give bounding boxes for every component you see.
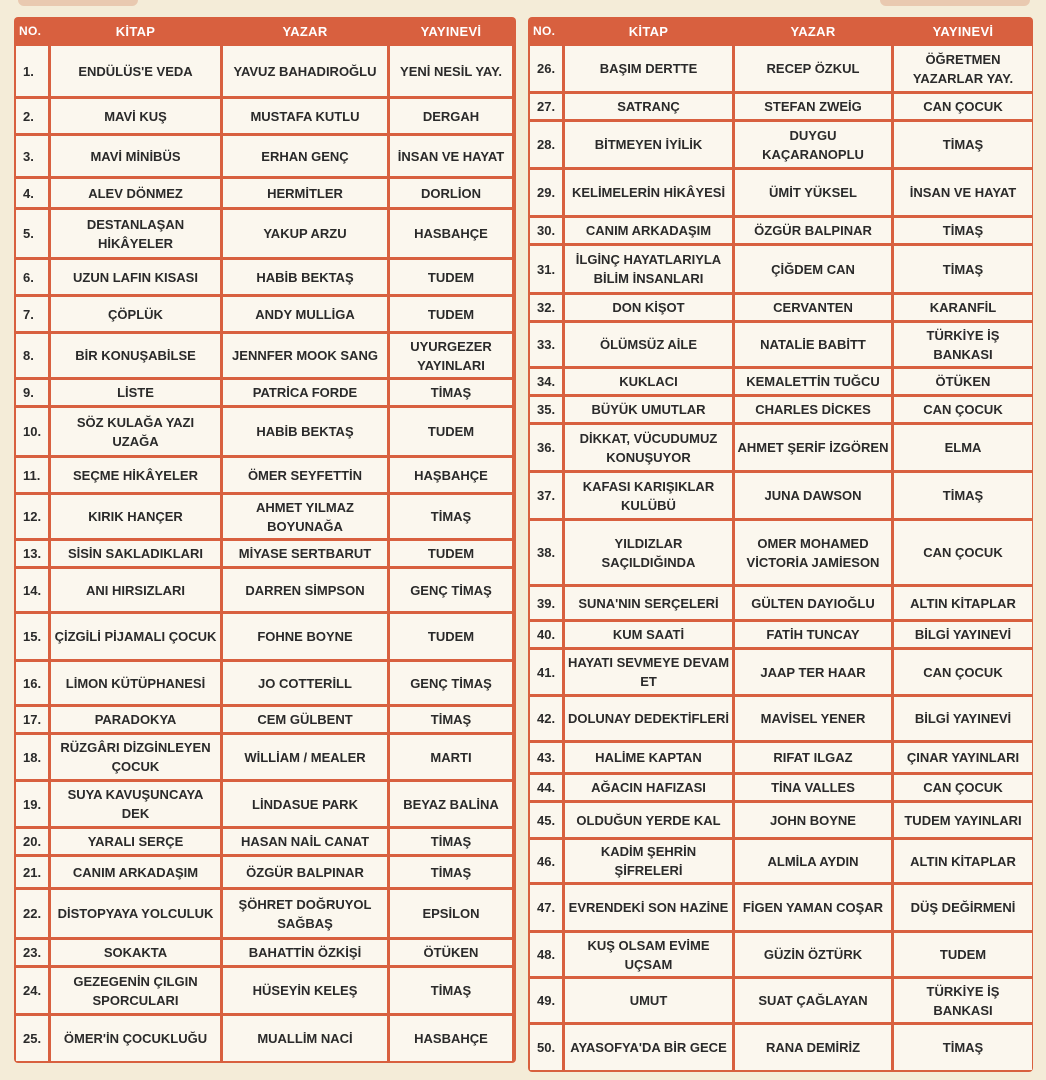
cell-yayinevi: TUDEM xyxy=(390,614,512,659)
cell-no: 40. xyxy=(530,622,562,647)
cell-kitap: SUYA KAVUŞUNCAYA DEK xyxy=(51,782,220,826)
cell-kitap: DOLUNAY DEDEKTİFLERİ xyxy=(565,697,732,740)
cell-kitap: UZUN LAFIN KISASI xyxy=(51,260,220,294)
cell-no: 48. xyxy=(530,933,562,976)
cell-yayinevi: UYURGEZER YAYINLARI xyxy=(390,334,512,377)
cell-no: 7. xyxy=(16,297,48,331)
cell-yazar: AHMET YILMAZ BOYUNAĞA xyxy=(223,495,387,538)
cell-no: 28. xyxy=(530,122,562,167)
cell-yazar: RIFAT ILGAZ xyxy=(735,743,891,772)
cell-kitap: SİSİN SAKLADIKLARI xyxy=(51,541,220,566)
cell-no: 39. xyxy=(530,587,562,619)
cell-yazar: HÜSEYİN KELEŞ xyxy=(223,968,387,1013)
cell-yazar: FOHNE BOYNE xyxy=(223,614,387,659)
cell-yayinevi: ÖĞRETMEN YAZARLAR YAY. xyxy=(894,46,1032,91)
cell-yayinevi: DÜŞ DEĞİRMENİ xyxy=(894,885,1032,930)
cell-no: 37. xyxy=(530,473,562,518)
cell-kitap: ÇİZGİLİ PİJAMALI ÇOCUK xyxy=(51,614,220,659)
cell-yazar: GÜZİN ÖZTÜRK xyxy=(735,933,891,976)
cell-kitap: KUKLACI xyxy=(565,369,732,394)
cell-kitap: GEZEGENİN ÇILGIN SPORCULARI xyxy=(51,968,220,1013)
cell-kitap: LİSTE xyxy=(51,380,220,405)
cell-yayinevi: BİLGİ YAYINEVİ xyxy=(894,622,1032,647)
cell-yayinevi: TİMAŞ xyxy=(390,707,512,732)
cell-no: 23. xyxy=(16,940,48,965)
cell-kitap: SUNA'NIN SERÇELERİ xyxy=(565,587,732,619)
cell-yazar: ÖZGÜR BALPINAR xyxy=(735,218,891,243)
cell-yayinevi: TİMAŞ xyxy=(390,968,512,1013)
cell-yazar: OMER MOHAMED VİCTORİA JAMİESON xyxy=(735,521,891,584)
cell-no: 17. xyxy=(16,707,48,732)
cell-yazar: CHARLES DİCKES xyxy=(735,397,891,422)
cell-yazar: FATİH TUNCAY xyxy=(735,622,891,647)
cell-yayinevi: HASBAHÇE xyxy=(390,1016,512,1061)
book-grid-right xyxy=(530,19,1031,1070)
book-grid-left xyxy=(16,19,514,1061)
cell-kitap: KADİM ŞEHRİN ŞİFRELERİ xyxy=(565,840,732,882)
cell-yayinevi: TÜRKİYE İŞ BANKASI xyxy=(894,323,1032,366)
cell-yazar: MAVİSEL YENER xyxy=(735,697,891,740)
cell-yayinevi: MARTI xyxy=(390,735,512,779)
cell-no: 21. xyxy=(16,857,48,887)
cell-kitap: KUM SAATİ xyxy=(565,622,732,647)
cell-yayinevi: CAN ÇOCUK xyxy=(894,650,1032,694)
cell-yayinevi: CAN ÇOCUK xyxy=(894,397,1032,422)
cell-no: 12. xyxy=(16,495,48,538)
cell-kitap: HALİME KAPTAN xyxy=(565,743,732,772)
cell-yazar: NATALİE BABİTT xyxy=(735,323,891,366)
cell-no: 25. xyxy=(16,1016,48,1061)
cell-kitap: ENDÜLÜS'E VEDA xyxy=(51,46,220,96)
cell-kitap: KIRIK HANÇER xyxy=(51,495,220,538)
cell-no: 32. xyxy=(530,295,562,320)
cell-kitap: DON KİŞOT xyxy=(565,295,732,320)
cell-no: 46. xyxy=(530,840,562,882)
cell-no: 13. xyxy=(16,541,48,566)
cell-yayinevi: CAN ÇOCUK xyxy=(894,94,1032,119)
cell-no: 2. xyxy=(16,99,48,133)
cell-kitap: BİTMEYEN İYİLİK xyxy=(565,122,732,167)
cell-no: 6. xyxy=(16,260,48,294)
cell-yayinevi: GENÇ TİMAŞ xyxy=(390,569,512,611)
cell-no: 3. xyxy=(16,136,48,176)
cell-no: 1. xyxy=(16,46,48,96)
cell-yayinevi: ÖTÜKEN xyxy=(390,940,512,965)
cell-no: 35. xyxy=(530,397,562,422)
cell-kitap: KUŞ OLSAM EVİME UÇSAM xyxy=(565,933,732,976)
header-no: NO. xyxy=(533,24,556,38)
cell-yayinevi: TİMAŞ xyxy=(390,829,512,854)
cell-kitap: OLDUĞUN YERDE KAL xyxy=(565,803,732,837)
cell-kitap: SATRANÇ xyxy=(565,94,732,119)
header-no: NO. xyxy=(19,24,42,38)
cell-kitap: ALEV DÖNMEZ xyxy=(51,179,220,207)
cell-yayinevi: ELMA xyxy=(894,425,1032,470)
top-decoration-right xyxy=(880,0,1030,6)
cell-yazar: FİGEN YAMAN COŞAR xyxy=(735,885,891,930)
cell-yayinevi: KARANFİL xyxy=(894,295,1032,320)
cell-kitap: DİKKAT, VÜCUDUMUZ KONUŞUYOR xyxy=(565,425,732,470)
cell-no: 33. xyxy=(530,323,562,366)
cell-yazar: MUSTAFA KUTLU xyxy=(223,99,387,133)
cell-kitap: ÖLÜMSÜZ AİLE xyxy=(565,323,732,366)
cell-yayinevi: TUDEM xyxy=(390,260,512,294)
cell-yayinevi: CAN ÇOCUK xyxy=(894,521,1032,584)
cell-no: 42. xyxy=(530,697,562,740)
cell-yazar: CEM GÜLBENT xyxy=(223,707,387,732)
cell-yazar: WİLLİAM / MEALER xyxy=(223,735,387,779)
cell-yayinevi: TİMAŞ xyxy=(390,857,512,887)
cell-no: 15. xyxy=(16,614,48,659)
cell-kitap: CANIM ARKADAŞIM xyxy=(51,857,220,887)
cell-no: 34. xyxy=(530,369,562,394)
cell-yazar: ERHAN GENÇ xyxy=(223,136,387,176)
cell-yayinevi: TÜRKİYE İŞ BANKASI xyxy=(894,979,1032,1022)
cell-yazar: HABİB BEKTAŞ xyxy=(223,408,387,455)
cell-kitap: LİMON KÜTÜPHANESİ xyxy=(51,662,220,704)
cell-yazar: ÜMİT YÜKSEL xyxy=(735,170,891,215)
cell-no: 31. xyxy=(530,246,562,292)
cell-yayinevi: TİMAŞ xyxy=(894,246,1032,292)
cell-yayinevi: İNSAN VE HAYAT xyxy=(390,136,512,176)
cell-no: 50. xyxy=(530,1025,562,1070)
cell-yazar: TİNA VALLES xyxy=(735,775,891,800)
header-yazar: YAZAR xyxy=(790,23,836,39)
cell-kitap: MAVİ MİNİBÜS xyxy=(51,136,220,176)
cell-yayinevi: TİMAŞ xyxy=(390,380,512,405)
cell-kitap: SÖZ KULAĞA YAZI UZAĞA xyxy=(51,408,220,455)
header-yayinevi: YAYINEVİ xyxy=(420,23,482,39)
cell-kitap: PARADOKYA xyxy=(51,707,220,732)
cell-yayinevi: ALTIN KİTAPLAR xyxy=(894,840,1032,882)
cell-no: 49. xyxy=(530,979,562,1022)
cell-yayinevi: TİMAŞ xyxy=(894,473,1032,518)
cell-no: 36. xyxy=(530,425,562,470)
cell-yayinevi: CAN ÇOCUK xyxy=(894,775,1032,800)
cell-yazar: ŞÖHRET DOĞRUYOL SAĞBAŞ xyxy=(223,890,387,937)
cell-kitap: SOKAKTA xyxy=(51,940,220,965)
cell-yayinevi: BİLGİ YAYINEVİ xyxy=(894,697,1032,740)
header-yayinevi: YAYINEVİ xyxy=(932,23,994,39)
header-kitap: KİTAP xyxy=(115,23,156,39)
cell-no: 11. xyxy=(16,458,48,492)
cell-yayinevi: BEYAZ BALİNA xyxy=(390,782,512,826)
cell-no: 38. xyxy=(530,521,562,584)
cell-no: 10. xyxy=(16,408,48,455)
cell-kitap: BAŞIM DERTTE xyxy=(565,46,732,91)
cell-no: 22. xyxy=(16,890,48,937)
cell-yayinevi: HAŞBAHÇE xyxy=(390,458,512,492)
cell-kitap: RÜZGÂRI DİZGİNLEYEN ÇOCUK xyxy=(51,735,220,779)
cell-yazar: HERMİTLER xyxy=(223,179,387,207)
cell-yayinevi: TİMAŞ xyxy=(894,218,1032,243)
cell-yazar: ÇİĞDEM CAN xyxy=(735,246,891,292)
header-yazar: YAZAR xyxy=(282,23,328,39)
cell-no: 20. xyxy=(16,829,48,854)
cell-yazar: SUAT ÇAĞLAYAN xyxy=(735,979,891,1022)
cell-yayinevi: TİMAŞ xyxy=(894,122,1032,167)
cell-no: 4. xyxy=(16,179,48,207)
cell-kitap: EVRENDEKİ SON HAZİNE xyxy=(565,885,732,930)
cell-yazar: CERVANTEN xyxy=(735,295,891,320)
header-kitap: KİTAP xyxy=(628,23,669,39)
cell-yazar: HABİB BEKTAŞ xyxy=(223,260,387,294)
cell-yayinevi: EPSİLON xyxy=(390,890,512,937)
cell-yazar: JOHN BOYNE xyxy=(735,803,891,837)
cell-kitap: CANIM ARKADAŞIM xyxy=(565,218,732,243)
cell-kitap: İLGİNÇ HAYATLARIYLA BİLİM İNSANLARI xyxy=(565,246,732,292)
cell-no: 30. xyxy=(530,218,562,243)
book-table-right xyxy=(528,17,1033,1072)
cell-yayinevi: TUDEM YAYINLARI xyxy=(894,803,1032,837)
cell-yazar: DARREN SİMPSON xyxy=(223,569,387,611)
cell-no: 8. xyxy=(16,334,48,377)
cell-yazar: ÖZGÜR BALPINAR xyxy=(223,857,387,887)
cell-yayinevi: TUDEM xyxy=(390,297,512,331)
cell-yazar: MİYASE SERTBARUT xyxy=(223,541,387,566)
cell-kitap: ANI HIRSIZLARI xyxy=(51,569,220,611)
cell-kitap: YARALI SERÇE xyxy=(51,829,220,854)
cell-yazar: ALMİLA AYDIN xyxy=(735,840,891,882)
cell-yayinevi: TUDEM xyxy=(894,933,1032,976)
cell-kitap: YILDIZLAR SAÇILDIĞINDA xyxy=(565,521,732,584)
cell-yazar: YAVUZ BAHADIROĞLU xyxy=(223,46,387,96)
cell-kitap: KELİMELERİN HİKÂYESİ xyxy=(565,170,732,215)
cell-yazar: YAKUP ARZU xyxy=(223,210,387,257)
cell-kitap: DESTANLAŞAN HİKÂYELER xyxy=(51,210,220,257)
cell-yazar: AHMET ŞERİF İZGÖREN xyxy=(735,425,891,470)
cell-yayinevi: TİMAŞ xyxy=(390,495,512,538)
cell-no: 47. xyxy=(530,885,562,930)
cell-no: 24. xyxy=(16,968,48,1013)
cell-kitap: KAFASI KARIŞIKLAR KULÜBÜ xyxy=(565,473,732,518)
cell-no: 19. xyxy=(16,782,48,826)
cell-yazar: JO COTTERİLL xyxy=(223,662,387,704)
cell-kitap: AĞACIN HAFIZASI xyxy=(565,775,732,800)
cell-no: 5. xyxy=(16,210,48,257)
cell-yazar: PATRİCA FORDE xyxy=(223,380,387,405)
cell-yazar: STEFAN ZWEİG xyxy=(735,94,891,119)
cell-yayinevi: ÇINAR YAYINLARI xyxy=(894,743,1032,772)
cell-yazar: GÜLTEN DAYIOĞLU xyxy=(735,587,891,619)
cell-kitap: AYASOFYA'DA BİR GECE xyxy=(565,1025,732,1070)
cell-no: 43. xyxy=(530,743,562,772)
cell-yayinevi: ÖTÜKEN xyxy=(894,369,1032,394)
cell-kitap: BİR KONUŞABİLSE xyxy=(51,334,220,377)
cell-kitap: DİSTOPYAYA YOLCULUK xyxy=(51,890,220,937)
cell-yazar: MUALLİM NACİ xyxy=(223,1016,387,1061)
cell-yazar: DUYGU KAÇARANOPLU xyxy=(735,122,891,167)
cell-yazar: JUNA DAWSON xyxy=(735,473,891,518)
cell-yayinevi: HASBAHÇE xyxy=(390,210,512,257)
cell-yayinevi: GENÇ TİMAŞ xyxy=(390,662,512,704)
cell-no: 16. xyxy=(16,662,48,704)
top-decoration-left xyxy=(18,0,138,6)
cell-kitap: SEÇME HİKÂYELER xyxy=(51,458,220,492)
cell-yazar: LİNDASUE PARK xyxy=(223,782,387,826)
cell-no: 44. xyxy=(530,775,562,800)
cell-yayinevi: YENİ NESİL YAY. xyxy=(390,46,512,96)
cell-yazar: RANA DEMİRİZ xyxy=(735,1025,891,1070)
cell-no: 41. xyxy=(530,650,562,694)
cell-yazar: BAHATTİN ÖZKİŞİ xyxy=(223,940,387,965)
cell-no: 45. xyxy=(530,803,562,837)
cell-yayinevi: TUDEM xyxy=(390,408,512,455)
cell-no: 14. xyxy=(16,569,48,611)
cell-no: 26. xyxy=(530,46,562,91)
cell-yazar: ÖMER SEYFETTİN xyxy=(223,458,387,492)
cell-kitap: BÜYÜK UMUTLAR xyxy=(565,397,732,422)
cell-no: 29. xyxy=(530,170,562,215)
cell-kitap: HAYATI SEVMEYE DEVAM ET xyxy=(565,650,732,694)
cell-no: 27. xyxy=(530,94,562,119)
cell-no: 18. xyxy=(16,735,48,779)
cell-yazar: KEMALETTİN TUĞCU xyxy=(735,369,891,394)
book-table-left xyxy=(14,17,516,1063)
cell-yayinevi: DERGAH xyxy=(390,99,512,133)
cell-yayinevi: İNSAN VE HAYAT xyxy=(894,170,1032,215)
cell-yazar: JAAP TER HAAR xyxy=(735,650,891,694)
cell-yazar: JENNFER MOOK SANG xyxy=(223,334,387,377)
cell-kitap: UMUT xyxy=(565,979,732,1022)
cell-kitap: MAVİ KUŞ xyxy=(51,99,220,133)
cell-kitap: ÇÖPLÜK xyxy=(51,297,220,331)
cell-yazar: ANDY MULLİGA xyxy=(223,297,387,331)
cell-yazar: RECEP ÖZKUL xyxy=(735,46,891,91)
cell-no: 9. xyxy=(16,380,48,405)
cell-kitap: ÖMER'İN ÇOCUKLUĞU xyxy=(51,1016,220,1061)
cell-yayinevi: TİMAŞ xyxy=(894,1025,1032,1070)
cell-yayinevi: ALTIN KİTAPLAR xyxy=(894,587,1032,619)
cell-yazar: HASAN NAİL CANAT xyxy=(223,829,387,854)
cell-yayinevi: TUDEM xyxy=(390,541,512,566)
cell-yayinevi: DORLİON xyxy=(390,179,512,207)
